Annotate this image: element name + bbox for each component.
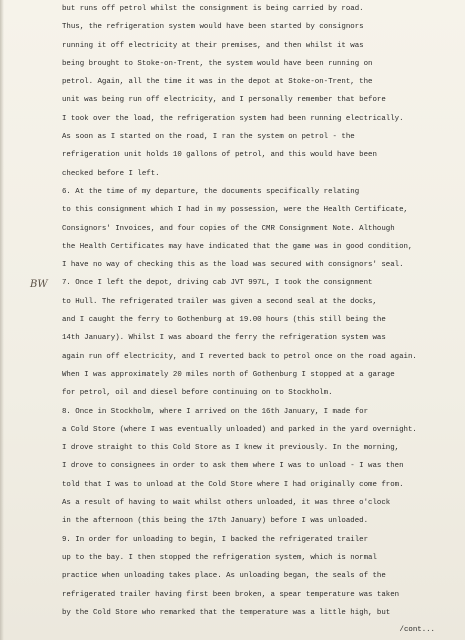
text-line: 14th January). Whilst I was aboard the ferry the refrigeration system was bbox=[62, 334, 386, 343]
text-line: told that I was to unload at the Cold Store where I had originally come from. bbox=[62, 480, 404, 489]
text-line: 8. Once in Stockholm, where I arrived on the 16th January, I made for bbox=[62, 407, 369, 416]
text-line: unit was being run off electricity, and I personally remember that before bbox=[62, 96, 386, 105]
text-line: petrol. Again, all the time it was in the depot at Stoke-on-Trent, the bbox=[62, 78, 373, 87]
text-line: checked before I left. bbox=[62, 169, 160, 178]
text-line: up to the bay. I then stopped the refrigeration system, which is normal bbox=[62, 553, 377, 562]
page-edge-shadow bbox=[0, 0, 4, 640]
text-line: Consignors' Invoices, and four copies of the CMR Consignment Note. Although bbox=[62, 224, 395, 233]
text-line: but runs off petrol whilst the consignment is being carried by road. bbox=[62, 5, 364, 13]
text-line: I drove to consignees in order to ask them where I was to unload - I was then bbox=[62, 462, 404, 471]
text-line: in the afternoon (this being the 17th January) before I was unloaded. bbox=[62, 517, 369, 526]
text-line: Thus, the refrigeration system would have been started by consignors bbox=[62, 23, 364, 32]
text-line: refrigerated trailer having first been broken, a spear temperature was taken bbox=[62, 590, 400, 599]
text-line: running it off electricity at their premises, and then whilst it was bbox=[62, 41, 364, 50]
text-line: As soon as I started on the road, I ran the system on petrol - the bbox=[62, 133, 355, 142]
text-line: 9. In order for unloading to begin, I backed the refrigerated trailer bbox=[62, 535, 369, 544]
text-line: again run off electricity, and I reverted back to petrol once on the road again. bbox=[62, 352, 417, 361]
text-line: by the Cold Store who remarked that the temperature was a little high, but bbox=[62, 608, 391, 617]
handwritten-margin-note: BW bbox=[30, 279, 48, 290]
text-line: When I was approximately 20 miles north of Gothenburg I stopped at a garage bbox=[62, 370, 395, 379]
text-line: 7. Once I left the depot, driving cab JVT 997L, I took the consignment bbox=[62, 279, 373, 288]
text-line: practice when unloading takes place. As unloading began, the seals of the bbox=[62, 572, 386, 581]
text-line: to this consignment which I had in my possession, were the Health Certificate, bbox=[62, 206, 408, 215]
text-line: refrigeration unit holds 10 gallons of petrol, and this would have been bbox=[62, 151, 377, 160]
text-line: I took over the load, the refrigeration system had been running electrically. bbox=[62, 114, 404, 123]
text-line: I have no way of checking this as the load was secured with consignors' seal. bbox=[62, 261, 404, 270]
text-line: 6. At the time of my departure, the documents specifically relating bbox=[62, 187, 360, 196]
text-line: for petrol, oil and diesel before continuing on to Stockholm. bbox=[62, 389, 333, 398]
text-line: a Cold Store (where I was eventually unloaded) and parked in the yard overnight. bbox=[62, 425, 417, 434]
document-body bbox=[62, 0, 442, 622]
text-line: I drove straight to this Cold Store as I knew it previously. In the morning, bbox=[62, 444, 400, 453]
text-line: the Health Certificates may have indicated that the game was in good condition, bbox=[62, 242, 413, 251]
text-line: As a result of having to wait whilst others unloaded, it was three o'clock bbox=[62, 499, 391, 508]
text-line: and I caught the ferry to Gothenburg at 19.00 hours (this still being the bbox=[62, 316, 386, 325]
continuation-marker: /cont... bbox=[399, 626, 435, 634]
text-line: to Hull. The refrigerated trailer was given a second seal at the docks, bbox=[62, 297, 377, 306]
text-line: being brought to Stoke-on-Trent, the system would have been running on bbox=[62, 59, 373, 68]
